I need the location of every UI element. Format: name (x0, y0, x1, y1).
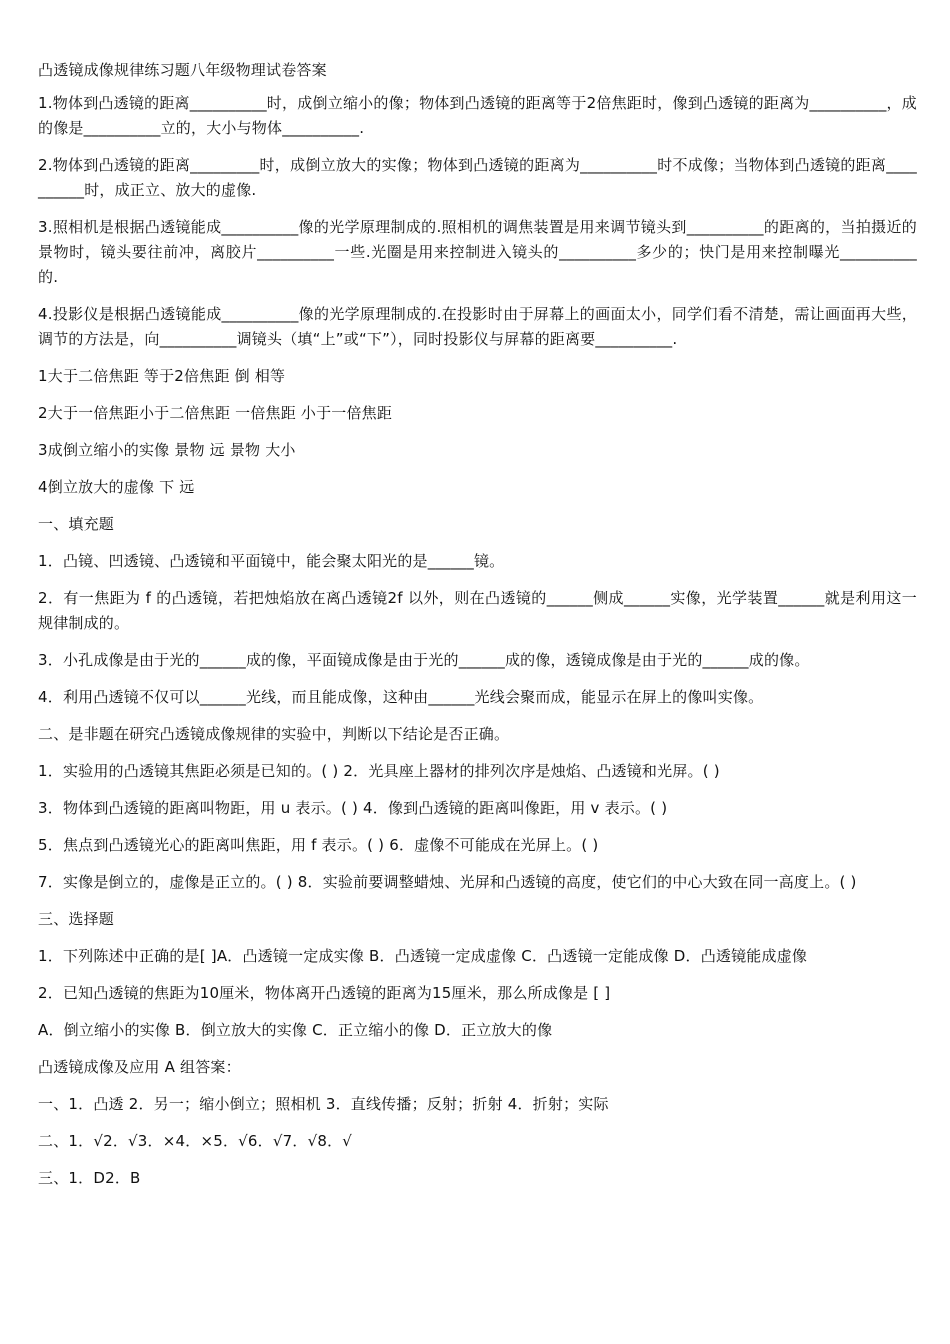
answer-key-true-false: 二、1．√2．√3．×4．×5．√6．√7．√8．√ (38, 1132, 353, 1150)
question-1: 1.物体到凸透镜的距离__________时，成倒立缩小的像；物体到凸透镜的距离等于2倍焦距时，像到凸透镜的距离为__________，成的像是__________立的，大小与物体__________. (38, 94, 917, 137)
answer-key-fill: 一、1．凸透 2．另一；缩小倒立；照相机 3．直线传播；反射；折射 4．折射；实际 (38, 1095, 609, 1113)
section-heading-true-false: 二、是非题在研究凸透镜成像规律的实验中，判断以下结论是否正确。 (38, 725, 510, 743)
question-2: 2.物体到凸透镜的距离_________时，成倒立放大的实像；物体到凸透镜的距离为__________时不成像；当物体到凸透镜的距离__________时，成正立、放大的虚像. (38, 156, 917, 199)
fill-question-4: 4．利用凸透镜不仅可以______光线，而且能成像，这种由______光线会聚而成，能显示在屏上的像叫实像。 (38, 688, 764, 706)
section-heading-choice: 三、选择题 (38, 910, 115, 928)
true-false-3-4: 3．物体到凸透镜的距离叫物距，用 u 表示。( ) 4．像到凸透镜的距离叫像距，用 v 表示。( ) (38, 799, 668, 817)
true-false-7-8: 7．实像是倒立的，虚像是正立的。( ) 8．实验前要调整蜡烛、光屏和凸透镜的高度，使它们的中心大致在同一高度上。( ) (38, 873, 857, 891)
answer-4: 4倒立放大的虚像 下 远 (38, 478, 195, 496)
document-title: 凸透镜成像规律练习题八年级物理试卷答案 (38, 61, 327, 79)
true-false-5-6: 5．焦点到凸透镜光心的距离叫焦距，用 f 表示。( ) 6．虚像不可能成在光屏上。( ) (38, 836, 599, 854)
answer-2: 2大于一倍焦距小于二倍焦距 一倍焦距 小于一倍焦距 (38, 404, 393, 422)
answer-1: 1大于二倍焦距 等于2倍焦距 倒 相等 (38, 367, 286, 385)
answer-key-heading: 凸透镜成像及应用 A 组答案： (38, 1058, 241, 1076)
choice-question-2-options: A．倒立缩小的实像 B．倒立放大的实像 C．正立缩小的像 D．正立放大的像 (38, 1021, 553, 1039)
fill-question-2: 2．有一焦距为 f 的凸透镜，若把烛焰放在离凸透镜2f 以外，则在凸透镜的______侧成______实像，光学装置______就是利用这一规律制成的。 (38, 589, 917, 632)
section-heading-fill: 一、填充题 (38, 515, 115, 533)
fill-question-1: 1．凸镜、凹透镜、凸透镜和平面镜中，能会聚太阳光的是______镜。 (38, 552, 505, 570)
fill-question-3: 3．小孔成像是由于光的______成的像，平面镜成像是由于光的______成的像，透镜成像是由于光的______成的像。 (38, 651, 810, 669)
question-4: 4.投影仪是根据凸透镜能成__________像的光学原理制成的.在投影时由于屏幕上的画面太小，同学们看不清楚，需让画面再大些，调节的方法是，向__________调镜头（填“上”或“下”），同时投影仪与屏幕的距离要__________. (38, 305, 917, 348)
answer-key-choice: 三、1．D2．B (38, 1169, 141, 1187)
choice-question-2: 2．已知凸透镜的焦距为10厘米，物体离开凸透镜的距离为15厘米，那么所成像是 [ ] (38, 984, 611, 1002)
choice-question-1: 1．下列陈述中正确的是[ ]A．凸透镜一定成实像 B．凸透镜一定成虚像 C．凸透镜一定能成像 D．凸透镜能成虚像 (38, 947, 808, 965)
true-false-1-2: 1．实验用的凸透镜其焦距必须是已知的。( ) 2．光具座上器材的排列次序是烛焰、凸透镜和光屏。( ) (38, 762, 720, 780)
question-3: 3.照相机是根据凸透镜能成__________像的光学原理制成的.照相机的调焦装置是用来调节镜头到__________的距离的，当拍摄近的景物时，镜头要往前冲，离胶片__________一些.光圈是用来控制进入镜头的__________多少的；快门是用来控制曝光__________的. (38, 218, 917, 286)
answer-3: 3成倒立缩小的实像 景物 远 景物 大小 (38, 441, 296, 459)
